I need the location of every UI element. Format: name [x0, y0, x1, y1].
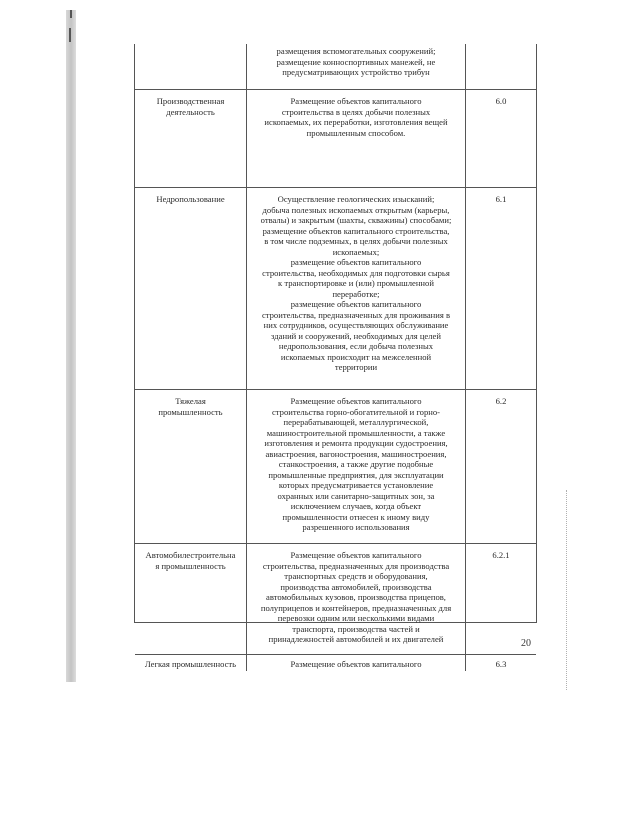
text-line: недропользования, если добыча полезных [278, 341, 434, 351]
table-row [135, 187, 536, 389]
use-code-cell: 6.2 [495, 396, 507, 406]
text-line: исключением случаев, когда объект [290, 501, 422, 511]
text-line: деятельность [166, 106, 215, 117]
text-line: производства автомобилей, производства [280, 581, 432, 592]
table-row [135, 44, 536, 89]
text-line: разрешенного использования [302, 522, 410, 532]
text-line: размещение объектов капитального [290, 299, 422, 309]
text-line: принадлежностей автомобилей и их двигателей [268, 634, 444, 644]
use-description-cell [247, 544, 466, 654]
text-line: строительства в целях добычи полезных [281, 106, 431, 117]
text-line: транспорта, производства частей и [292, 623, 420, 634]
use-description-cell [247, 655, 466, 671]
use-code-cell: 6.1 [495, 194, 507, 204]
text-line: промышленным способом. [306, 127, 406, 138]
text-line: полуприцепов и контейнеров, предназначенных для [260, 602, 452, 613]
use-code-cell [466, 44, 536, 89]
table-row [135, 654, 536, 671]
text-line: к транспортировке и (или) промышленной [278, 278, 434, 288]
use-code-cell: 6.3 [495, 659, 507, 669]
use-name-cell [135, 390, 247, 543]
use-description-cell [247, 90, 466, 187]
text-line: промышленность [158, 406, 223, 417]
text-line: машиностроительной промышленности, а также [266, 427, 446, 438]
text-line: размещение конноспортивных манежей, не [276, 56, 436, 67]
scan-mark [70, 10, 72, 18]
use-name-cell [135, 655, 247, 671]
text-line: промышленности отнесен к иному виду [282, 511, 430, 522]
text-line: транспортных средств и оборудования, [284, 571, 428, 581]
text-line: перерабатывающей, металлургической, [283, 417, 429, 427]
text-line: Размещение объектов капитального [290, 396, 422, 406]
scan-margin-strip [66, 10, 76, 682]
text-line: зданий и сооружений, необходимых для целей [271, 330, 441, 341]
page-number: 20 [521, 638, 531, 649]
text-line: Автомобилестроительна [145, 550, 236, 560]
text-line: ископаемых, их переработки, изготовления вещей [264, 117, 448, 127]
text-line: строительства, предназначенных для производства [262, 560, 450, 571]
text-line: них сотрудников, осуществляющих обслуживание [263, 320, 449, 330]
text-line: которых предусматривается установление [278, 480, 434, 490]
text-line: добыча полезных ископаемых открытым (карьеры, [262, 204, 450, 215]
table-row [135, 543, 536, 654]
text-line: в том числе подземных, в целях добычи полезных [264, 236, 448, 246]
text-line: Производственная [156, 96, 225, 106]
use-name-cell [135, 188, 247, 389]
text-line: автомобильных кузовов, производства прицепов, [266, 592, 446, 602]
text-line: я промышленность [155, 560, 226, 571]
text-line: строительства, необходимых для подготовки сырья [262, 267, 450, 278]
table-row [135, 389, 536, 543]
text-line: территории [334, 362, 378, 372]
text-line: станкостроения, а также другие подобные [278, 459, 434, 469]
use-name-cell [135, 544, 247, 654]
text-line: Легкая промышленность [144, 659, 237, 669]
text-line: промышленные предприятия, для эксплуатации [268, 469, 444, 480]
text-line: перевозки одним или несколькими видами [277, 613, 435, 623]
text-line: Недропользование [156, 194, 225, 204]
text-line: отвалы) и закрытым (шахты, скважины) способами; [260, 215, 452, 225]
use-name-cell [135, 44, 247, 89]
use-description-cell [247, 390, 466, 543]
text-line: охранных или санитарно-защитных зон, за [277, 490, 435, 501]
use-name-cell [135, 90, 247, 187]
scan-edge-dots [566, 490, 568, 690]
text-line: предусматривающих устройство трибун [282, 67, 430, 77]
text-line: Тяжелая [175, 396, 206, 406]
use-code-cell: 6.2.1 [492, 550, 510, 560]
use-description-cell [247, 188, 466, 389]
text-line: размещения вспомогательных сооружений; [276, 46, 436, 56]
use-description-cell [247, 44, 466, 89]
text-line: Осуществление геологических изысканий; [277, 194, 435, 204]
use-code-cell: 6.0 [495, 96, 507, 106]
text-line: изготовления и ремонта продукции судостроения, [264, 438, 448, 448]
text-line: ископаемых; [332, 246, 380, 257]
text-line: размещение объектов капитального [290, 257, 422, 267]
text-line: строительства, предназначенных для проживания в [261, 309, 451, 320]
text-line: переработке; [332, 288, 380, 299]
text-line: Размещение объектов капитального [290, 96, 422, 106]
text-line: ископаемых происходит на межселенной [280, 351, 432, 362]
scan-mark [69, 28, 71, 42]
text-line: Размещение объектов капитального [290, 659, 422, 669]
table-row [135, 89, 536, 187]
text-line: авиастроения, вагоностроения, машиностроения, [265, 448, 447, 459]
text-line: размещение объектов капитального строительства, [262, 225, 450, 236]
text-line: Размещение объектов капитального [290, 550, 422, 560]
text-line: строительства горно-обогатительной и горно- [271, 406, 441, 417]
